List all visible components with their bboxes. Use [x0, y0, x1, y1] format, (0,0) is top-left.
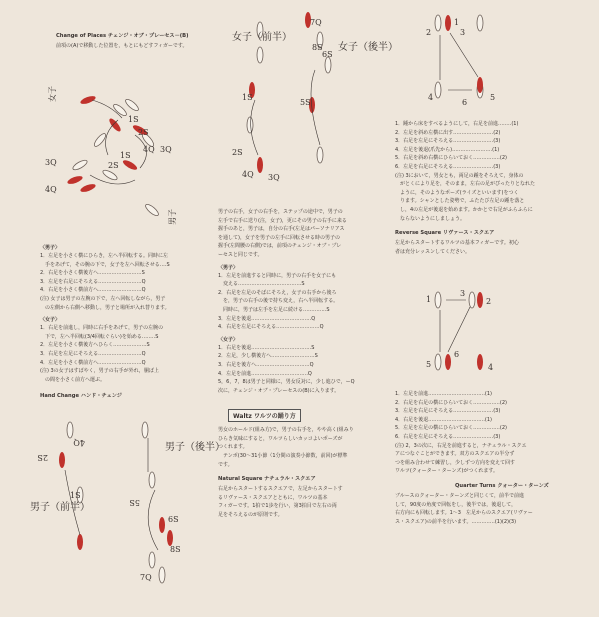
fig5-mark-4: 4	[488, 363, 494, 372]
hand-change-title: Hand Change ハンド・チェンジ	[40, 393, 122, 400]
fig2-mark-1s: 1S	[242, 93, 253, 102]
natural-square-steps: 1．踵から床をすべるようにして，右足を前進‥‥‥‥(1) 2．左足を斜め左横に出す‥‥‥‥‥‥‥‥‥‥‥‥(2) 3．右足を左足にそろえる‥‥‥‥‥‥‥‥‥‥‥‥(3) 4．左足を後退(爪先から)‥‥‥‥‥‥‥‥‥‥‥‥(1) 5．右足を斜め右横にひらいておく‥‥‥‥‥‥‥‥(2) 6．左足を右足にそろえる‥‥‥‥‥‥‥‥‥‥‥‥(3) (注) 3において，男女とも，両足の踵をそろえて，身体の がとくにより足を，そのまま，左右の足がぴったりとなれた ように，そのようなポーズ(ライズといいます)をつく ります。シャンとした姿勢で，ふたたび左足の踵を落と し，4の左足が後退を始めます。かかとで右足がふらふらに ならないようにしましょう。	[395, 121, 536, 222]
fig3-mark-7q: 7Q	[140, 573, 152, 582]
waltz-title: Waltz ワルツの踊り方	[228, 409, 301, 422]
left-text-block	[40, 240, 210, 402]
middle-column	[218, 208, 386, 520]
fig1-mark-1s: 1S	[128, 115, 139, 124]
fig5-mark-1: 1	[426, 295, 432, 304]
fig1-mark-3q-b: 3Q	[45, 158, 57, 167]
figure-hand-change-man	[30, 420, 225, 610]
fig4-mark-1: 1	[454, 18, 460, 27]
fig3-mark-8s: 8S	[170, 545, 181, 554]
fig4-mark-3: 3	[460, 28, 466, 37]
left-woman-header: 〈女子〉	[40, 317, 61, 324]
fig2-mark-6s: 6S	[322, 50, 333, 59]
left-man-lines: 1．左足を小さく横にひらき，左へ半回転する。同時に左 手をあげて，その腕の下で，女子を左へ回転させる‥‥S 2．右足を小さく横後方へ‥‥‥‥‥‥‥‥‥‥‥‥‥S 3．左足を右足にそろえる‥‥‥‥‥‥‥‥‥‥‥‥‥Q 4．右足を小さく横前方へ‥‥‥‥‥‥‥‥‥‥‥‥‥Q (注) 女子は男子の左腕の下で，左へ回転しながら，男子 の左側から右側へ移動し，男子と場所が入れ替ります。	[40, 253, 170, 311]
change-of-places-title: Change of Places チェンジ・オブ・プレーセス－(B)	[56, 33, 189, 39]
fig4-mark-4: 4	[428, 93, 434, 102]
fig2-mark-3q: 3Q	[268, 173, 280, 182]
fig5-mark-5: 5	[426, 360, 432, 369]
right-column-top	[395, 120, 565, 256]
figure-natural-square	[420, 5, 510, 110]
figure-reverse-square	[420, 282, 510, 382]
reverse-square-steps: 1．左足を前進‥‥‥‥‥‥‥‥‥‥‥‥‥‥‥‥‥(1) 2．右足を右足の横にひらいておく‥‥‥‥‥‥‥‥(2) 3．左足を右足にそろえる‥‥‥‥‥‥‥‥‥‥‥‥(3) 4．右足を後退‥‥‥‥‥‥‥‥‥‥‥‥‥‥‥‥‥(1) 5．左足を左足の横にひらいておく‥‥‥‥‥‥‥‥(2) 6．右足を左足にそろえる‥‥‥‥‥‥‥‥‥‥‥‥(3) (注) 2，3の次に，右足を前進すると，ナチュラル・スクエ アにつなぐことができます。双方のスクエアの半分ず つを組み合わせて練習し，少しずつ方向を変えて回す ワルツ(クォーター・ターンズ)がつくれます。	[395, 391, 527, 475]
fig1-mark-2s: 2S	[138, 128, 149, 137]
fig5-mark-2: 2	[486, 297, 492, 306]
middle-man-header: 〈男子〉	[218, 264, 239, 271]
middle-woman-lines: 1．右足を後退‥‥‥‥‥‥‥‥‥‥‥‥‥‥‥‥‥‥S 2．左足，少し横後方へ‥‥‥‥‥‥‥‥‥‥‥‥‥S 3．右足を後方へ‥‥‥‥‥‥‥‥‥‥‥‥‥‥‥‥Q 4．左足を前進‥‥‥‥‥‥‥‥‥‥‥‥‥‥‥‥‥Q 5，6，7，8は男子と同様に，男女反対に，少し進ひで，ーQ 次に，チェンジ・オブ・プレーセスの(B)に入ります。	[218, 344, 355, 394]
figure-hand-change-woman	[220, 5, 398, 195]
fig1-mark-3q: 3Q	[160, 145, 172, 154]
fig4-mark-6: 6	[462, 98, 468, 107]
right-column-bottom	[395, 390, 565, 526]
fig4-mark-5: 5	[490, 93, 496, 102]
fig3-mark-5s: 5S	[129, 498, 140, 507]
fig1-woman-label: 女子	[48, 86, 57, 102]
fig5-mark-6: 6	[454, 350, 460, 359]
fig2-mark-8s: 8S	[312, 43, 323, 52]
left-column	[56, 30, 221, 51]
fig3-mark-1s: 1S	[70, 491, 81, 500]
fig2-mark-5s: 5S	[300, 98, 311, 107]
waltz-lines: 男女のホールド(組み方)で，男子の右手を，やや高く(組みり ひらき気味にすると，ワルツらしいカッコよいポーズが つくれます。 テンポ(30～31小節（1分間の演奏小節数，前回)が標準 です。	[218, 427, 354, 468]
left-man-header: 〈男子〉	[40, 245, 61, 251]
fig4-mark-2: 2	[426, 28, 432, 37]
fig2-mark-7q: 7Q	[310, 18, 322, 27]
quarter-turns-title: Quarter Turns クォーター・ターンズ	[455, 482, 549, 489]
reverse-square-title: Reverse Square リヴァース・スクエア	[395, 230, 495, 237]
fig2-woman-front-label: 女子（前半）	[232, 32, 292, 43]
fig1-mark-4q: 4Q	[143, 145, 155, 154]
fig2-woman-back-label: 女子（後半）	[338, 42, 398, 53]
fig1-mark-1s-b: 1S	[120, 151, 131, 160]
fig3-mark-2s: 2S	[37, 453, 48, 462]
left-woman-lines: 1．右足を前進し，同時に右手をあげて，男子の左腕の 下で，左へ半回転(3/4回転ぐらい)を始める‥‥‥‥S 2．左足を小さく横後方へひらく‥‥‥‥‥‥‥‥‥‥S 3．右足を左足にそろえる‥‥‥‥‥‥‥‥‥‥‥‥‥Q 4．左足を小さく横前方へ‥‥‥‥‥‥‥‥‥‥‥‥‥Q (注) 3の女子はすばやく，男子の右手が外れ，胴ば上 の間を小さく前方へ運ぶ。	[40, 325, 164, 383]
fig2-mark-4q: 4Q	[242, 170, 254, 179]
fig5-mark-3: 3	[460, 289, 466, 298]
middle-intro: 男子の右手，女子の右手を，ステップの途中で，男子の 左手で右手に送り(注，女子)，更にその男子の右手に来る 握手のあと，男子は，自分の右手(左足はパーソナリアス を通して)，女子を男子の左手に回転させる時の男子の 握手(左間腰の右側)では，前項のチェンジ・オブ・プレ ーセスと同じです。	[218, 209, 347, 258]
natural-square-lines: 右足からスタートするスクエアで，左足からスタートす るリヴァース・スクエアとともに，ワルツの基本 フィガーです。1拍で1歩を行い，第3拍目で左右の両 足をそろえるのが原則です。	[218, 486, 343, 519]
reverse-square-intro: 左足からスタートするワルツの基本フィガーです。初心 者は充分レッスンしてください。	[395, 240, 519, 255]
middle-woman-header: 〈女子〉	[218, 336, 239, 343]
fig3-man-front-label: 男子（前半）	[30, 502, 90, 513]
fig2-mark-2s: 2S	[232, 148, 243, 157]
natural-square-title: Natural Square ナチュラル・スクエア	[218, 476, 316, 483]
quarter-turns-lines: ブルースのクォーター・ターンズと同じくて，前半で前進 して，90度の角度で回転をし，後半では，後退して， 右方向にも回転します。1～3 左足からのスクエア(リヴァー ス・スクエア)の前半を行います。‥‥‥‥‥‥‥(1)(2)(3)	[395, 492, 533, 525]
figure-change-of-places	[40, 80, 200, 230]
change-of-places-intro: 前項の(A)で移動した位置を，もとにもどすフィガーです。	[56, 43, 188, 49]
fig1-mark-2s-b: 2S	[108, 161, 119, 170]
fig1-man-label: 男子	[168, 209, 177, 225]
fig3-mark-6s: 6S	[168, 515, 179, 524]
fig1-mark-4q-b: 4Q	[45, 185, 57, 194]
fig3-mark-4q: 4Q	[73, 438, 85, 447]
fig3-man-back-label: 男子（後半）	[165, 442, 225, 453]
middle-man-lines: 1．左足を前進すると同時に，男子の右手を女子にも 変える‥‥‥‥‥‥‥‥‥‥‥‥‥‥‥‥‥‥‥S 2．右足を左足のそばにそろえ，女子の右手から後ろ を，男子の右手の後で持ち変え，右へ半回転する。 同時に，男子は左手を左足に続ける‥‥‥‥‥‥‥S 3．左足を後退‥‥‥‥‥‥‥‥‥‥‥‥‥‥‥‥‥‥Q 4．右足を左足にそろえる‥‥‥‥‥‥‥‥‥‥‥‥‥Q	[218, 272, 339, 331]
